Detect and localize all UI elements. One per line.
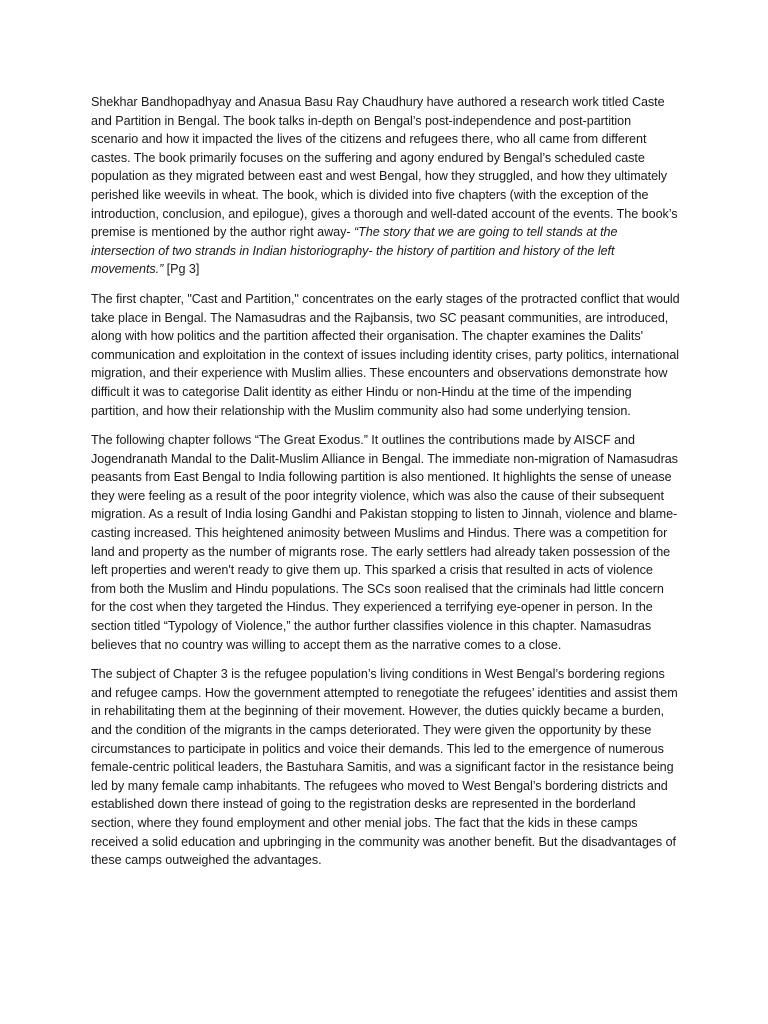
page-reference: [Pg 3] (163, 262, 200, 277)
paragraph-chapter-one: The first chapter, "Cast and Partition," concentrates on the early stages of the protracted conflict that would take place in Bengal. The Namasudras and the Rajbansis, two SC peasant communities, are introduced, along with how politics and the partition affected their organisation. The chapter examines the Dalits' communication and exploitation in the context of issues including identity crises, party politics, international migration, and their experience with Muslim allies. These encounters and observations demonstrate how difficult it was to categorise Dalit identity as either Hindu or non-Hindu at the time of the impending partition, and how their relationship with the Muslim community also had some underlying tension. (91, 291, 680, 418)
paragraph-intro-text: Shekhar Bandhopadhyay and Anasua Basu Ray Chaudhury have authored a research work titled Caste and Partition in Bengal. The book talks in-depth on Bengal’s post-independence and post-partition scenario and how it impacted the lives of the citizens and refugees there, who all came from different castes. The book primarily focuses on the suffering and agony endured by Bengal’s scheduled caste population as they migrated between east and west Bengal, how they struggled, and how they ultimately perished like weevils in wheat. The book, which is divided into five chapters (with the exception of the introduction, conclusion, and epilogue), gives a thorough and well-dated account of the events. The book’s premise is mentioned by the author right away- (91, 95, 678, 240)
book-premise-quote: “The story that we are going to tell stands at the intersection of two strands in Indian historiography- the history of partition and history of the left movements.” (91, 225, 618, 277)
paragraph-chapter-two: The following chapter follows “The Great Exodus.” It outlines the contributions made by AISCF and Jogendranath Mandal to the Dalit-Muslim Alliance in Bengal. The immediate non-migration of Namasudras peasants from East Bengal to India following partition is also mentioned. It highlights the sense of unease they were feeling as a result of the poor integrity violence, which was also the cause of their subsequent migration. As a result of India losing Gandhi and Pakistan stopping to listen to Jinnah, violence and blame-casting increased. This heightened animosity between Muslims and Hindus. There was a competition for land and property as the number of migrants rose. The early settlers had already taken possession of the left properties and weren't ready to give them up. This sparked a crisis that resulted in acts of violence from both the Muslim and Hindu populations. The SCs soon realised that the criminals had little concern for the cost when they targeted the Hindus. They experienced a terrifying eye-opener in person. In the section titled “Typology of Violence,” the author further classifies violence in this chapter. Namasudras believes that no country was willing to accept them as the narrative comes to a close. (91, 433, 678, 652)
paragraph-chapter-three: The subject of Chapter 3 is the refugee population’s living conditions in West Bengal’s bordering regions and refugee camps. How the government attempted to renegotiate the refugees’ identities and assist them in rehabilitating them at the beginning of their movement. However, the duties quickly became a burden, and the condition of the migrants in the camps deteriorated. They were given the opportunity by these circumstances to participate in politics and voice their demands. This led to the emergence of numerous female-centric political leaders, the Bastuhara Samitis, and was a significant factor in the resistance being led by many female camp inhabitants. The refugees who moved to West Bengal’s bordering districts and established down there instead of going to the registration desks are represented in the borderland section, where they found employment and other menial jobs. The fact that the kids in these camps received a solid education and upbringing in the community was another benefit. But the disadvantages of these camps outweighed the advantages. (91, 667, 678, 868)
paragraph-intro (91, 93, 681, 279)
document-page (91, 93, 681, 881)
